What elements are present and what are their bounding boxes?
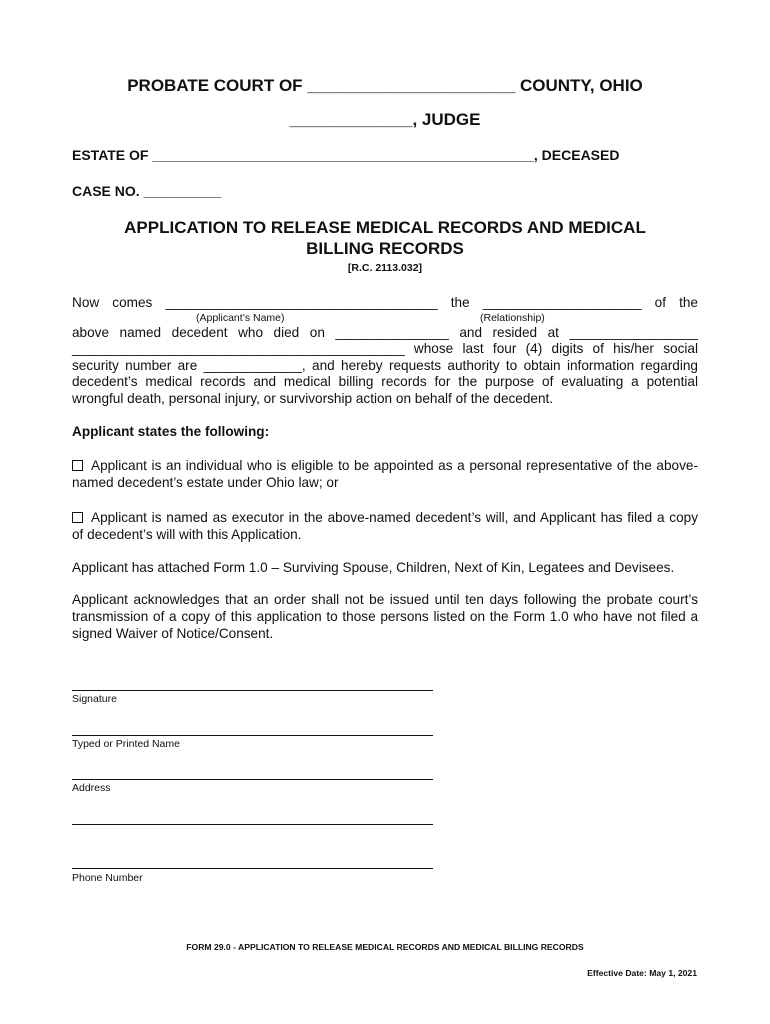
address-line[interactable] — [72, 779, 433, 780]
intro-line4: security number are _____________, and hereby requests authority to obtain information regarding — [72, 358, 698, 373]
signature-label: Signature — [72, 693, 117, 705]
relationship-caption: (Relationship) — [480, 312, 545, 324]
acknowledge-line1: Applicant acknowledges that an order shall not be issued until ten days following the probate court’s — [72, 592, 698, 607]
acknowledge-line2: transmission of a copy of this application to those persons listed on the Form 1.0 who have not filed a — [72, 609, 698, 624]
phone-label: Phone Number — [72, 872, 143, 884]
typed-name-label: Typed or Printed Name — [72, 738, 180, 750]
option-executor-line2: of decedent’s will with this Application. — [72, 527, 302, 542]
case-number-line: CASE NO. __________ — [72, 183, 222, 199]
statute-citation: [R.C. 2113.032] — [347, 262, 423, 274]
document-title-line2: BILLING RECORDS — [306, 239, 464, 258]
option-eligible-line1 — [72, 458, 698, 473]
eligible-checkbox[interactable] — [72, 460, 83, 471]
applicant-name-caption: (Applicant’s Name) — [196, 312, 285, 324]
court-heading: PROBATE COURT OF ______________________ COUNTY, OHIO — [127, 76, 643, 95]
acknowledge-line3: signed Waiver of Notice/Consent. — [72, 626, 274, 641]
intro-line6: wrongful death, personal injury, or survivorship action on behalf of the decedent. — [72, 391, 554, 406]
typed-name-line[interactable] — [72, 735, 433, 736]
address-label: Address — [72, 782, 111, 794]
executor-checkbox[interactable] — [72, 512, 83, 523]
intro-line2: above named decedent who died on _______________ and resided at _________________ — [72, 325, 698, 340]
signature-line[interactable] — [72, 690, 433, 691]
estate-line: ESTATE OF _________________________________________________, DECEASED — [72, 147, 620, 163]
judge-line: _____________, JUDGE — [289, 110, 481, 129]
intro-line3: ____________________________________________ whose last four (4) digits of his/her social — [72, 341, 698, 356]
form-footer-title: FORM 29.0 - APPLICATION TO RELEASE MEDICAL RECORDS AND MEDICAL BILLING RECORDS — [186, 942, 584, 952]
option-executor-text: Applicant is named as executor in the above-named decedent’s will, and Applicant has filed a copy — [91, 510, 698, 525]
applicant-states-heading: Applicant states the following: — [72, 424, 270, 439]
effective-date: Effective Date: May 1, 2021 — [587, 968, 697, 978]
attached-form-statement: Applicant has attached Form 1.0 – Surviving Spouse, Children, Next of Kin, Legatees and Devisees. — [72, 560, 675, 575]
phone-line[interactable] — [72, 868, 433, 869]
intro-line1: Now comes ____________________________________ the _____________________ of the — [72, 295, 698, 310]
option-executor-line1 — [72, 510, 698, 525]
address-line-2[interactable] — [72, 824, 433, 825]
intro-line5: decedent’s medical records and medical billing records for the purpose of evaluating a potential — [72, 374, 698, 389]
option-eligible-line2: named decedent’s estate under Ohio law; or — [72, 475, 339, 490]
option-eligible-text: Applicant is an individual who is eligible to be appointed as a personal representative of the above- — [91, 458, 698, 473]
document-title-line1: APPLICATION TO RELEASE MEDICAL RECORDS AND MEDICAL — [124, 218, 646, 237]
